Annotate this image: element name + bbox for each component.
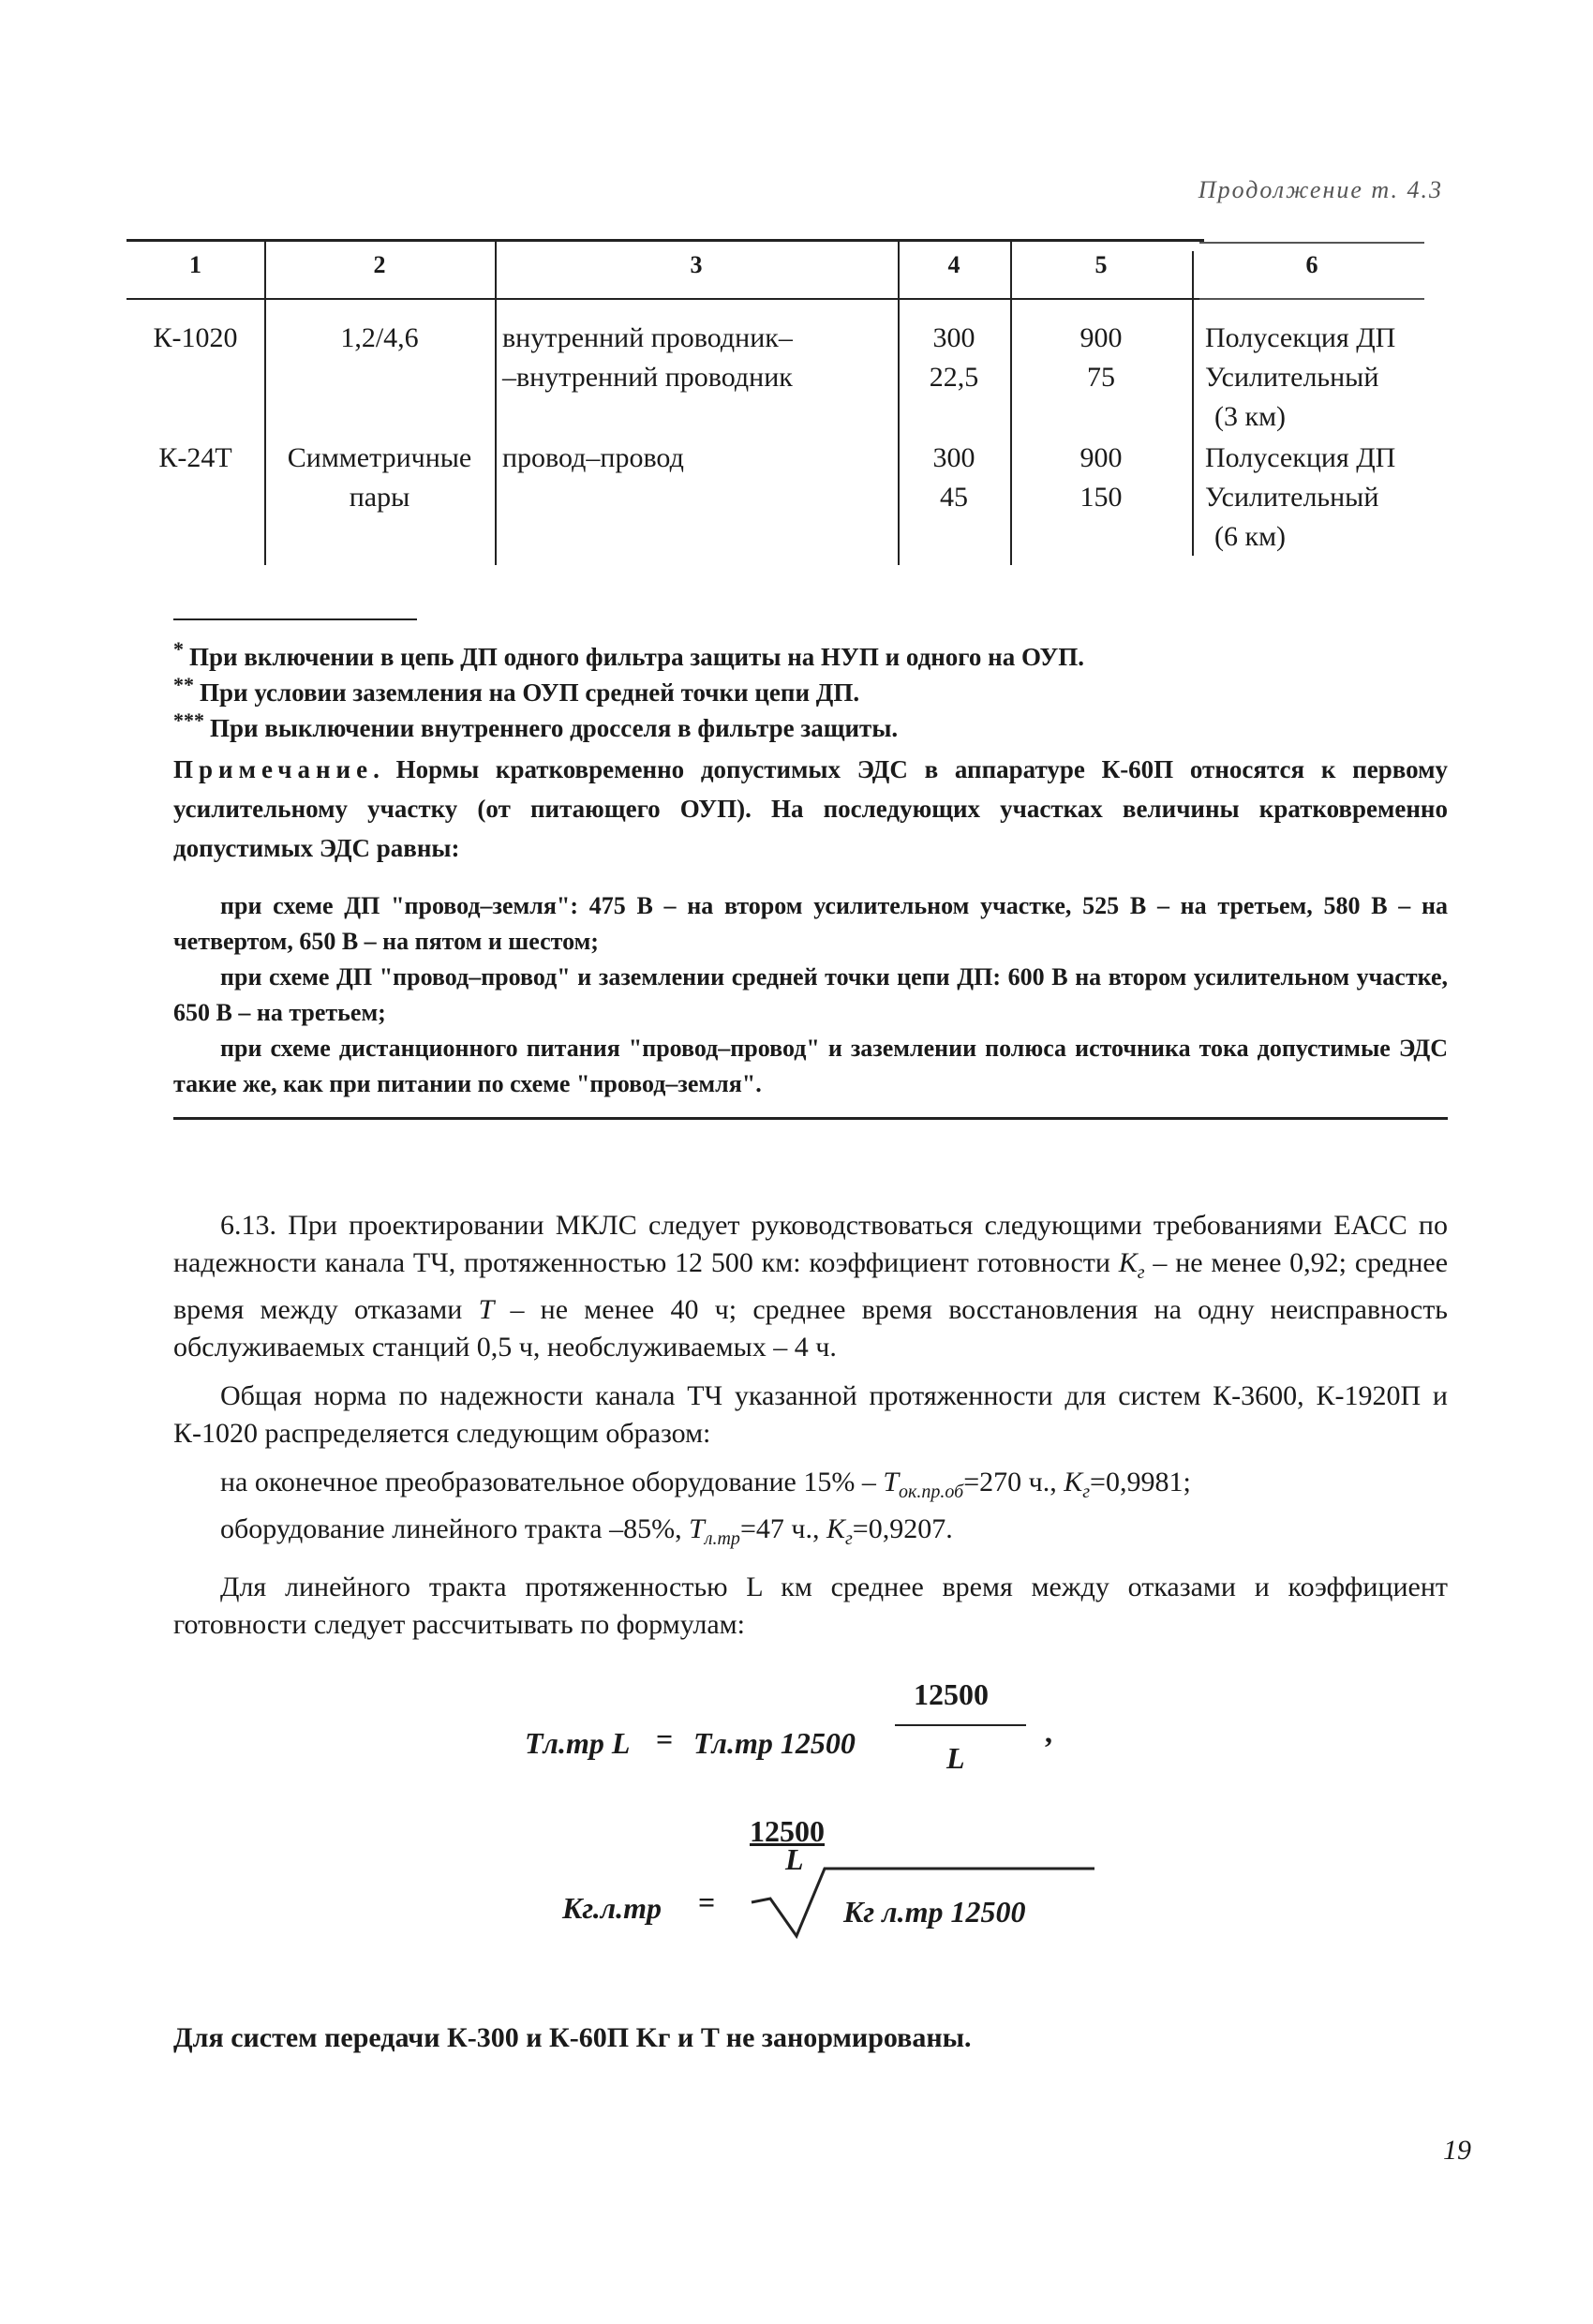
table-cell: 75	[1087, 362, 1115, 393]
fraction-numerator: 12500	[914, 1677, 989, 1711]
section-rule	[173, 1117, 1448, 1120]
symbol-kg: $K_г$	[826, 1513, 853, 1549]
paragraph-text: =47 ч.,	[739, 1513, 826, 1544]
paragraph-text: =0,9981;	[1090, 1467, 1191, 1497]
formula-term: Kг л.тр 12500	[843, 1895, 1026, 1929]
footnote-mark: ***	[173, 708, 204, 732]
table-cell: Полусекция ДП	[1205, 442, 1396, 473]
table-cell: 300	[932, 322, 975, 353]
table-cell: К-24Т	[158, 442, 232, 473]
footnote	[173, 637, 1084, 672]
table-cell: 150	[1079, 482, 1123, 513]
table-header-cell: 6	[1305, 251, 1318, 278]
note-item: при схеме ДП "провод–земля": 475 В – на втором усилительном участке, 525 В – на третьем, 580 В – на четвертом, 650 В – на пятом и шестом;	[173, 892, 1448, 955]
footnote-mark: **	[173, 673, 194, 696]
paragraph-line	[173, 1511, 1448, 1557]
table-cell: –внутренний проводник	[502, 362, 793, 393]
table-cell: Усилительный	[1205, 482, 1379, 513]
closing-statement: Для систем передачи К-300 и К-60П Kг и T не занормированы.	[173, 2022, 972, 2053]
table-header-rule-right	[1199, 298, 1424, 300]
footnote-text: При выключении внутреннего дросселя в фильтре защиты.	[210, 714, 899, 742]
paragraph-text: 6.13. При проектировании МКЛС следует руководствоваться следующими требованиями ЕАСС по надежности канала ТЧ, протяженностью 12 500 км: коэффициент готовности	[173, 1210, 1448, 1278]
fraction-bar	[895, 1724, 1026, 1726]
continuation-label: Продолжение т. 4.3	[1198, 176, 1443, 203]
radicand	[843, 1895, 1025, 1929]
formula-lhs	[525, 1726, 630, 1761]
footnote-text: При включении в цепь ДП одного фильтра защиты на НУП и одного на ОУП.	[189, 643, 1085, 671]
root-index-denominator: L	[785, 1842, 804, 1876]
formula-comma: ,	[1045, 1715, 1052, 1749]
note-paragraph	[173, 750, 1448, 868]
formula-term: Tл.тр L	[525, 1726, 631, 1760]
table-cell: 45	[940, 482, 968, 513]
note-text: . Нормы кратковременно допустимых ЭДС в аппаратуре К-60П относятся к первому усилительному участку (от питающего ОУП). На последующих участках величины кратковременно допустимых ЭДС равны:	[173, 755, 1448, 862]
table-cell: внутренний проводник–	[502, 322, 793, 353]
symbol-kg: $K_г$	[1118, 1247, 1145, 1283]
paragraph: Для линейного тракта протяженностью L км среднее время между отказами и коэффициент готовности следует рассчитывать по формулам:	[173, 1572, 1448, 1640]
footnote	[173, 708, 898, 743]
paragraph-line	[173, 1464, 1448, 1511]
table-header-cell: 3	[690, 251, 703, 278]
fraction-denominator: L	[946, 1741, 965, 1775]
table-header-cell: 5	[1094, 251, 1108, 278]
paragraph-text: – не менее 0,92; среднее время между отказами	[173, 1247, 1449, 1325]
table-header-rule	[127, 298, 1204, 300]
table-top-rule	[127, 239, 1204, 242]
table-header-cell: 2	[373, 251, 386, 278]
formula-rhs	[693, 1726, 856, 1761]
formula-lhs	[562, 1891, 662, 1926]
footnote	[173, 673, 859, 708]
table-cell: пары	[349, 482, 410, 513]
footnote-rule	[173, 618, 417, 620]
paragraph-text: =0,9207.	[852, 1513, 953, 1544]
table-cell: 900	[1079, 442, 1123, 473]
footnote-mark: *	[173, 637, 184, 661]
paragraph-6-13	[173, 1207, 1448, 1366]
table-col-divider	[1192, 251, 1194, 556]
table-cell: провод–провод	[502, 442, 684, 473]
symbol-t-ltr: $T_{л.тр}$	[689, 1513, 740, 1549]
table-cell: (3 км)	[1214, 401, 1287, 432]
table-top-rule-right	[1199, 242, 1424, 244]
formula-eq: =	[656, 1722, 674, 1756]
symbol-kg: $K_г$	[1064, 1467, 1091, 1502]
paragraph-text: на оконечное преобразовательное оборудование 15% –	[220, 1467, 884, 1497]
table-cell: 22,5	[929, 362, 979, 393]
table-cell: Полусекция ДП	[1205, 322, 1396, 353]
table-cell: 1,2/4,6	[340, 322, 419, 353]
symbol-t: T	[478, 1294, 495, 1325]
note-label: Примечание	[173, 755, 374, 783]
symbol-t-ok: $T_{ок.пр.об}$	[883, 1467, 964, 1502]
paragraph-text: оборудование линейного тракта –85%,	[220, 1513, 690, 1544]
footnote-text: При условии заземления на ОУП средней точки цепи ДП.	[200, 678, 860, 707]
table-cell: Симметричные	[287, 442, 472, 473]
table-cell: (6 км)	[1214, 521, 1287, 552]
root-index-numerator: 12500	[750, 1814, 825, 1848]
formula-term: Tл.тр 12500	[693, 1726, 856, 1760]
table-header-cell: 1	[189, 251, 201, 278]
table-header-cell: 4	[947, 251, 960, 278]
paragraph: Общая норма по надежности канала ТЧ указанной протяженности для систем К-3600, К-1920П и К-1020 распределяется следующим образом:	[173, 1380, 1448, 1449]
body-text	[173, 1207, 1448, 1655]
note-items	[173, 888, 1448, 1102]
table-cell: К-1020	[153, 322, 238, 353]
note-item: при схеме дистанционного питания "провод–провод" и заземлении полюса источника тока допустимые ЭДС такие же, как при питании по схеме "провод–земля".	[173, 1035, 1448, 1097]
paragraph-text: =270 ч.,	[963, 1467, 1064, 1497]
table-col-divider	[495, 242, 497, 565]
note-item: при схеме ДП "провод–провод" и заземлении средней точки цепи ДП: 600 В на втором усилительном участке, 650 В – на третьем;	[173, 963, 1448, 1026]
table-cell: 300	[932, 442, 975, 473]
formula-eq: =	[698, 1885, 716, 1919]
table-cell: Усилительный	[1205, 362, 1379, 393]
paragraph-text: – не менее 40 ч; среднее время восстановления на одну неисправность обслуживаемых станций 0,5 ч, необслуживаемых – 4 ч.	[173, 1294, 1448, 1363]
table-cell: 900	[1079, 322, 1123, 353]
page-number: 19	[1443, 2135, 1471, 2166]
formula-term: Kг.л.тр	[562, 1891, 663, 1925]
